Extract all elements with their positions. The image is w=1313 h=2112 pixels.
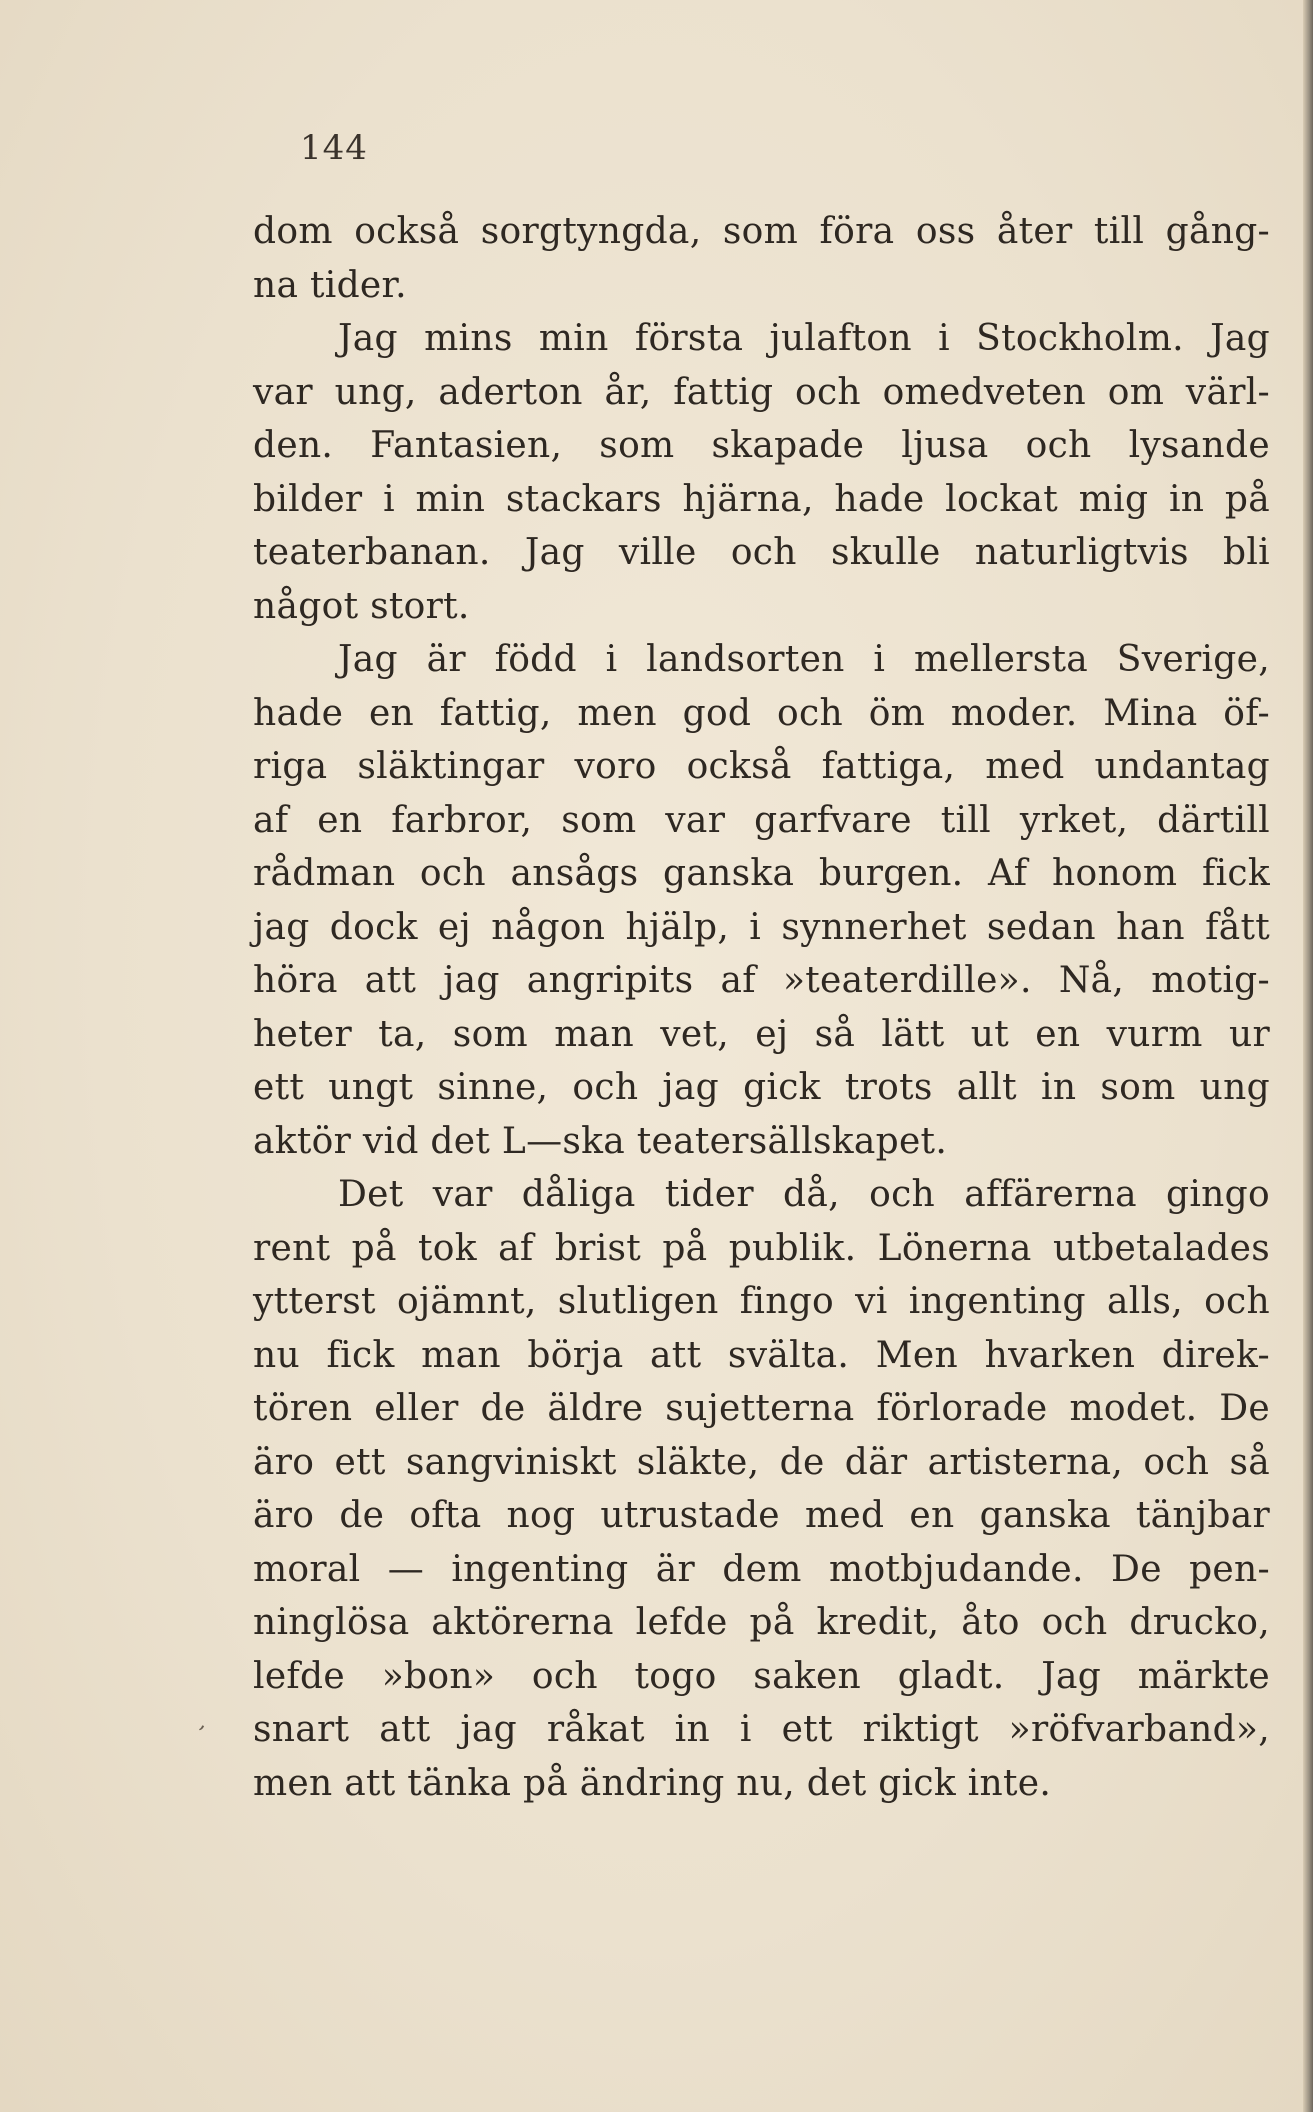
text-line: af en farbror, som var garfvare till yrket, därtill — [253, 799, 1270, 841]
paragraph-start-line: Det var dåliga tider då, och affärerna gingo — [338, 1174, 1270, 1215]
text-line: teaterbanan. Jag ville och skulle naturligtvis bli — [253, 532, 1270, 573]
text-line: ninglösa aktörerna lefde på kredit, åto och drucko, — [253, 1602, 1270, 1643]
text-line: den. Fantasien, som skapade ljusa och lysande — [253, 425, 1270, 466]
text-line: tören eller de äldre sujetterna förlorade modet. De — [253, 1388, 1270, 1429]
text-line: dom också sorgtyngda, som föra oss åter till gång- — [253, 211, 1270, 252]
text-line: var ung, aderton år, fattig och omedveten om värl- — [253, 371, 1270, 413]
ink-speck: ʼ — [190, 1721, 207, 1748]
paragraph-start-line: Jag mins min första julafton i Stockholm. Jag — [338, 318, 1270, 359]
text-line: rådman och ansågs ganska burgen. Af honom fick — [253, 853, 1270, 894]
paragraph-start-line: Jag är född i landsorten i mellersta Sverige, — [338, 639, 1270, 680]
text-line: hade en fattig, men god och öm moder. Mina öf- — [253, 692, 1270, 734]
page-edge-shadow — [1303, 0, 1313, 2112]
text-line: moral — ingenting är dem motbjudande. De pen- — [253, 1548, 1270, 1590]
text-line: bilder i min stackars hjärna, hade lockat mig in på — [253, 478, 1270, 520]
text-line: aktör vid det L—ska teatersällskapet. — [253, 1120, 948, 1162]
text-line: höra att jag angripits af »teaterdille». Nå, motig- — [253, 960, 1270, 1001]
text-line: något stort. — [253, 585, 470, 627]
text-line: äro de ofta nog utrustade med en ganska tänjbar — [253, 1495, 1270, 1536]
text-line: nu fick man börja att svälta. Men hvarken direk- — [253, 1334, 1270, 1376]
text-line: riga släktingar voro också fattiga, med undantag — [253, 746, 1270, 787]
text-line: ett ungt sinne, och jag gick trots allt in som ung — [253, 1067, 1270, 1108]
page-number: 144 — [300, 128, 368, 168]
text-line: jag dock ej någon hjälp, i synnerhet sedan han fått — [253, 906, 1270, 948]
body-text — [253, 205, 1270, 1810]
text-line: heter ta, som man vet, ej så lätt ut en vurm ur — [253, 1013, 1270, 1055]
text-line: men att tänka på ändring nu, det gick inte. — [253, 1762, 1052, 1804]
text-line: lefde »bon» och togo saken gladt. Jag märkte — [253, 1655, 1270, 1697]
text-line: äro ett sangviniskt släkte, de där artisterna, och så — [253, 1441, 1270, 1483]
text-line: snart att jag råkat in i ett riktigt »röfvarband», — [253, 1709, 1270, 1750]
text-line: rent på tok af brist på publik. Lönerna utbetalades — [253, 1227, 1270, 1269]
text-line: na tider. — [253, 264, 407, 306]
text-line: ytterst ojämnt, slutligen fingo vi ingenting alls, och — [253, 1281, 1270, 1322]
